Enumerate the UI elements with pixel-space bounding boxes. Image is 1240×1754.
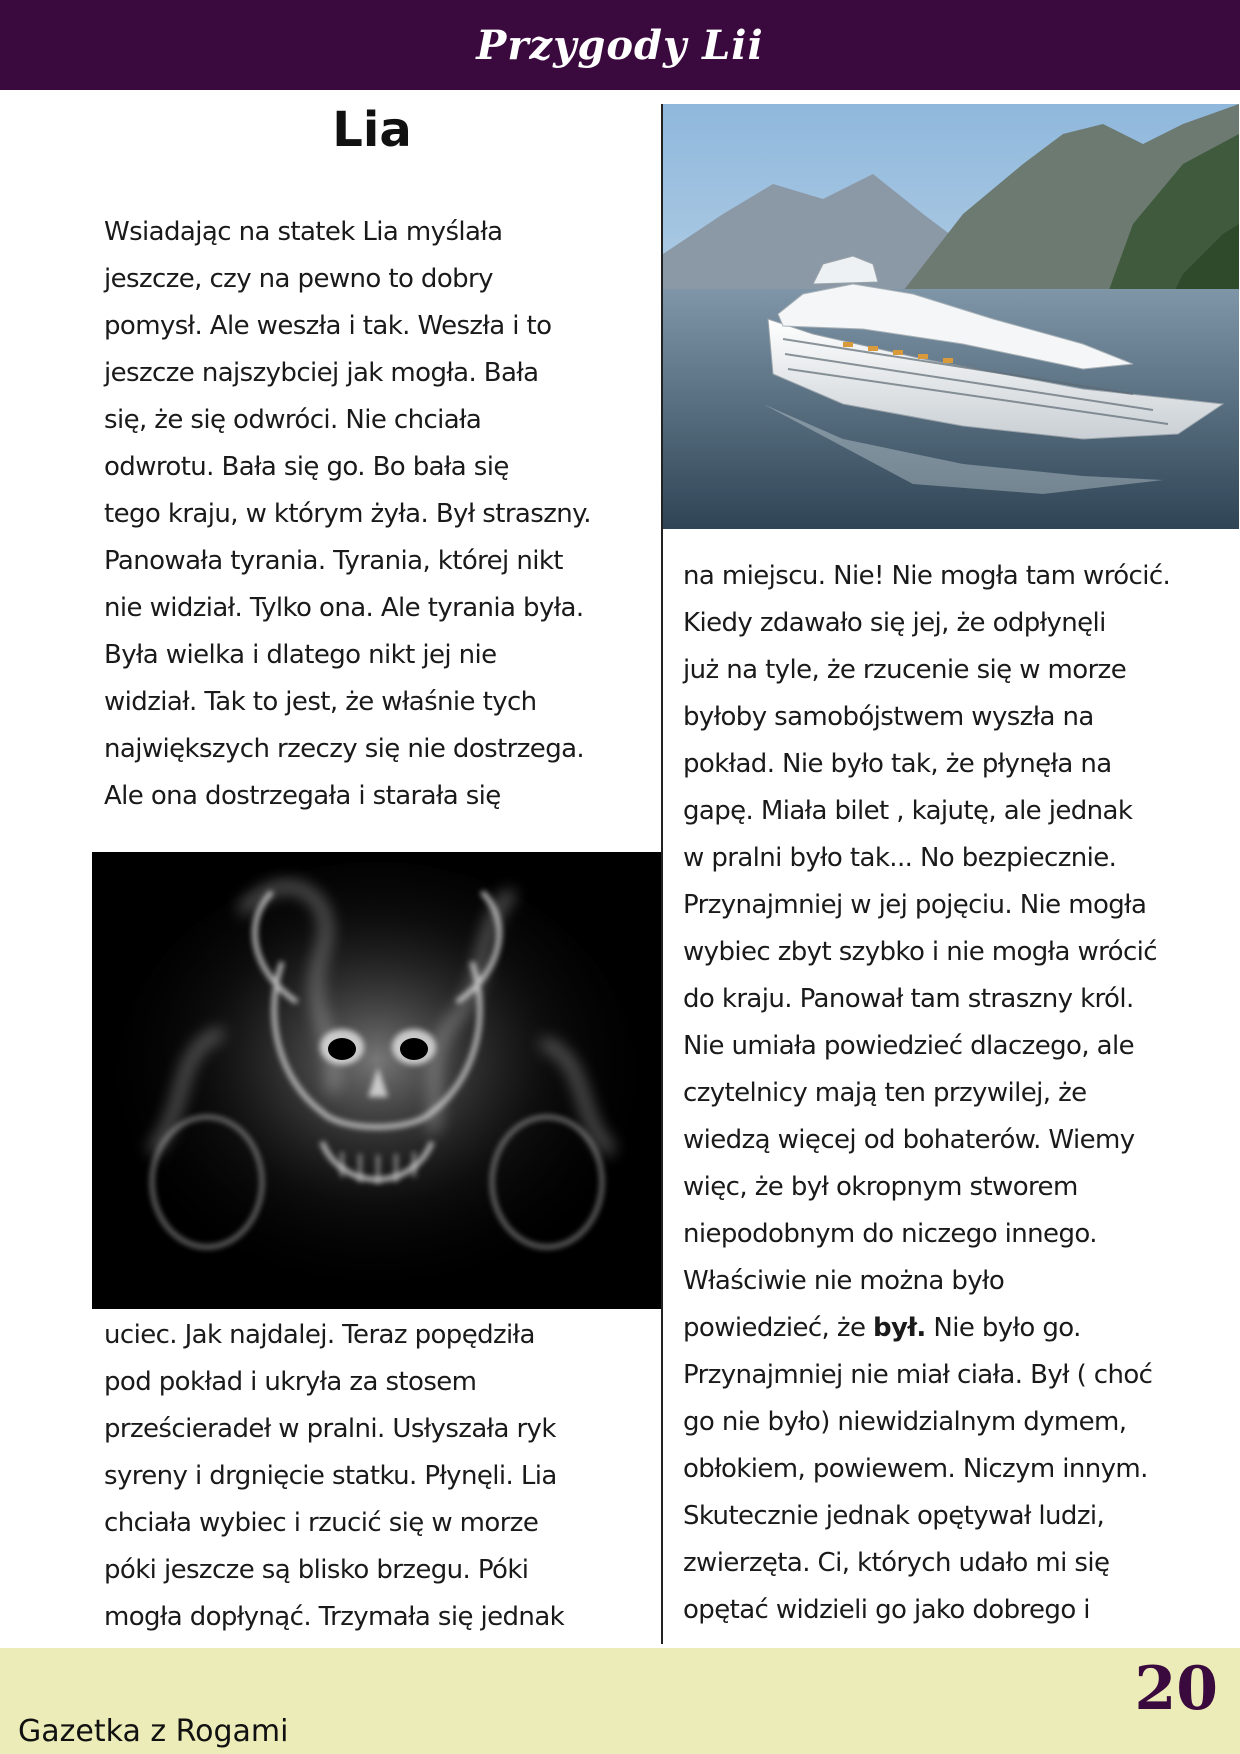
text-line: prześcieradeł w pralni. Usłyszała ryk [104,1414,556,1444]
text-line: go nie było) niewidzialnym dymem, [683,1407,1127,1437]
cruise-ship-photo-art [663,104,1239,529]
text-line: nie widział. Tylko ona. Ale tyrania była. [104,593,584,623]
text-line: póki jeszcze są blisko brzegu. Póki [104,1555,529,1585]
text-line: pokład. Nie było tak, że płynęła na [683,749,1112,779]
text-line: wybiec zbyt szybko i nie mogła wrócić [683,937,1157,967]
text-line: niepodobnym do niczego innego. [683,1219,1097,1249]
text-line: Kiedy zdawało się jej, że odpłynęli [683,608,1106,638]
text-line: zwierzęta. Ci, których udało mi się [683,1548,1110,1578]
text-line: Wsiadając na statek Lia myślała [104,217,503,247]
text-line: tego kraju, w którym żyła. Był straszny. [104,499,591,529]
article-text-left-top [104,209,659,820]
text-line: się, że się odwróci. Nie chciała [104,405,482,435]
text-line: uciec. Jak najdalej. Teraz popędziła [104,1320,535,1350]
bold-word: był. [873,1313,926,1343]
header-title: Przygody Lii [476,21,764,69]
text-line: Przynajmniej nie miał ciała. Był ( choć [683,1360,1153,1390]
text-line-with-bold [683,1305,1228,1352]
text-line: byłoby samobójstwem wyszła na [683,702,1094,732]
text-line: Ale ona dostrzegała i starała się [104,781,501,811]
text-line: Nie umiała powiedzieć dlaczego, ale [683,1031,1134,1061]
text-line: obłokiem, powiewem. Niczym innym. [683,1454,1148,1484]
text-line: chciała wybiec i rzucić się w morze [104,1508,539,1538]
text-line: odwrotu. Bała się go. Bo bała się [104,452,509,482]
smoke-skulls-photo [92,852,661,1309]
text-line: do kraju. Panował tam straszny król. [683,984,1134,1014]
text-line: gapę. Miała bilet , kajutę, ale jednak [683,796,1133,826]
text-line: mogła dopłynąć. Trzymała się jednak [104,1602,565,1632]
page-footer [0,1648,1240,1754]
text-line: Skutecznie jednak opętywał ludzi, [683,1501,1105,1531]
text-line: na miejscu. Nie! Nie mogła tam wrócić. [683,561,1171,591]
text-line: Przynajmniej w jej pojęciu. Nie mogła [683,890,1147,920]
page-number: 20 [1134,1654,1218,1724]
text-line: w pralni było tak... No bezpiecznie. [683,843,1117,873]
text-line: Właściwie nie można było [683,1266,1005,1296]
text-line: jeszcze, czy na pewno to dobry [104,264,493,294]
text-line: już na tyle, że rzucenie się w morze [683,655,1127,685]
text-line: największych rzeczy się nie dostrzega. [104,734,585,764]
article-text-left-bottom [104,1312,659,1641]
page-header [0,0,1240,90]
text-segment: Nie było go. [925,1313,1081,1343]
article-text-right [683,553,1228,1634]
text-segment: powiedzieć, że [683,1313,873,1343]
text-line: jeszcze najszybciej jak mogła. Bała [104,358,539,388]
cruise-ship-photo [663,104,1239,529]
text-line: czytelnicy mają ten przywilej, że [683,1078,1087,1108]
text-line: Panowała tyrania. Tyrania, której nikt [104,546,563,576]
text-line: pod pokład i ukryła za stosem [104,1367,477,1397]
smoke-skulls-photo-art [92,852,661,1309]
text-line: więc, że był okropnym stworem [683,1172,1078,1202]
text-line: wiedzą więcej od bohaterów. Wiemy [683,1125,1135,1155]
article-title: Lia [332,102,412,158]
text-line: widział. Tak to jest, że właśnie tych [104,687,537,717]
text-line: Była wielka i dlatego nikt jej nie [104,640,497,670]
publication-name: Gazetka z Rogami [18,1714,289,1749]
text-line: pomysł. Ale weszła i tak. Weszła i to [104,311,552,341]
text-line: opętać widzieli go jako dobrego i [683,1595,1090,1625]
text-line: syreny i drgnięcie statku. Płynęli. Lia [104,1461,557,1491]
